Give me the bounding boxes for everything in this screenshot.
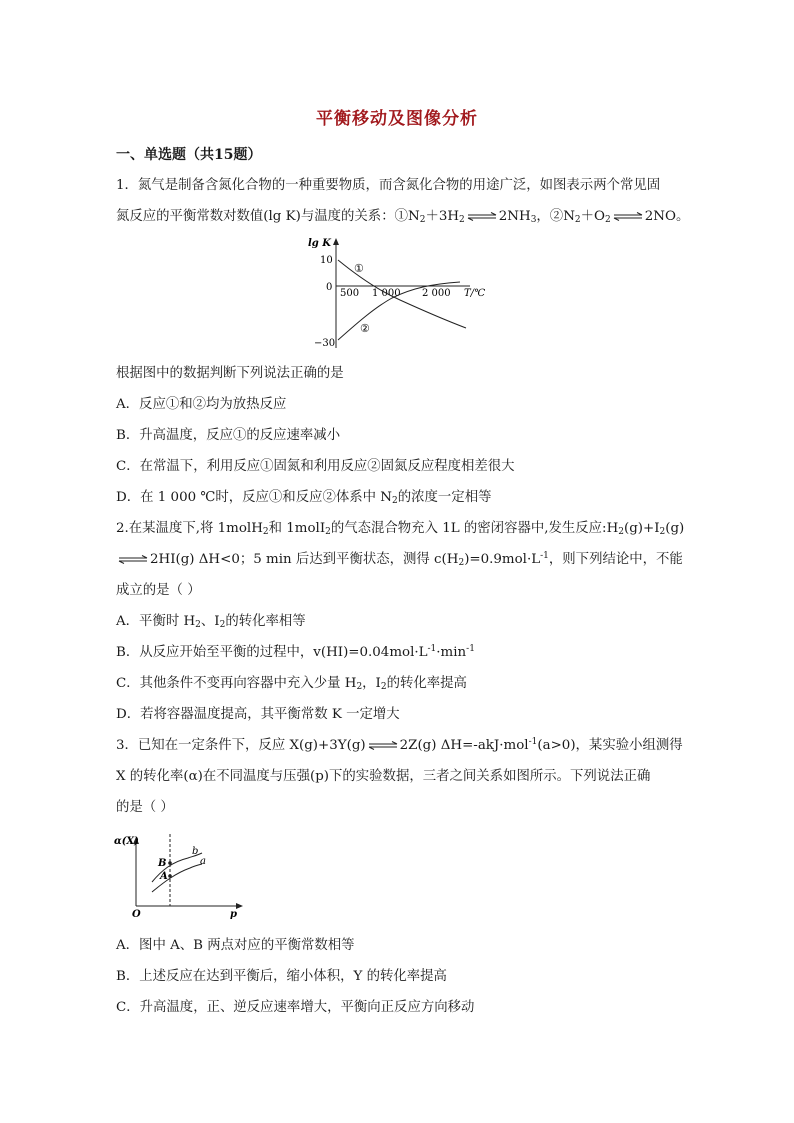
q3-figure-conversion-vs-pressure	[114, 828, 254, 922]
y-tick-label: −30	[314, 338, 336, 349]
q1-option-a[interactable]: A．反应①和②均为放热反应	[116, 397, 287, 412]
point-b-marker	[168, 861, 172, 865]
y-tick-label: 0	[326, 282, 333, 293]
q2-option-c[interactable]: C．其他条件不变再向容器中充入少量 $H_2$，$I_2$的转化率提高	[116, 676, 467, 692]
point-a-marker	[168, 874, 172, 878]
x-axis-label: p	[230, 909, 237, 920]
x-tick-label: 500	[340, 288, 360, 299]
q3-line-2: X 的转化率(α)在不同温度与压强(p)下的实验数据，三者之间关系如图所示。下列说法正确	[116, 769, 651, 784]
q1-option-b[interactable]: B．升高温度，反应①的反应速率减小	[116, 428, 341, 443]
q2-line-1: 2.在某温度下,将 1molH$_2$和 1molI$_2$的气态混合物充入 1L 的密闭容器中,发生反应$:H_2(g)+I_2(g)$	[116, 521, 685, 537]
x-tick-label: 2 000	[422, 288, 451, 299]
y-tick-label: 10	[320, 255, 333, 266]
q2-line-2: 2HI(g) ΔH<0；5 min 后达到平衡状态，测得 $c(H_2)=0.9mol\cdot L^{-1}$，则下列结论中，不能	[116, 550, 683, 570]
origin-label: O	[132, 909, 141, 920]
q2-option-d[interactable]: D．若将容器温度提高，其平衡常数 K 一定增大	[116, 707, 400, 722]
x-axis-label: T/℃	[464, 288, 486, 299]
q3-option-a[interactable]: A．图中 A、B 两点对应的平衡常数相等	[116, 938, 355, 953]
equilibrium-arrow-icon	[613, 212, 643, 221]
q1-line-2: 氮反应的平衡常数对数值(lg K)与温度的关系：$①N_2+3H_2$ $2NH_3$，$②N_2+O_2$ 2NO。	[116, 209, 690, 225]
section-heading: 一、单选题（共15题）	[116, 147, 262, 163]
y-axis-label: α(X)	[114, 836, 139, 847]
y-axis-label: lg K	[308, 238, 331, 249]
curve-b-label: b	[192, 846, 199, 857]
q3-option-c[interactable]: C．升高温度，正、逆反应速率增大，平衡向正反应方向移动	[116, 1000, 475, 1015]
q2-option-a[interactable]: A．平衡时 $H_2$、$I_2$的转化率相等	[116, 614, 306, 630]
q3-line-1: 3．已知在一定条件下，反应 X(g)+3Y(g) 2Z(g) ΔH=-akJ·mol$^{-1}$(a>0)，某实验小组测得	[116, 737, 683, 753]
q2-option-b[interactable]: B．从反应开始至平衡的过程中，$v(HI)=0.04mol\cdot L^{-1}\cdot\min^{-1}$	[116, 644, 475, 660]
equilibrium-arrow-icon	[368, 741, 398, 750]
q1-stem: 根据图中的数据判断下列说法正确的是	[116, 366, 344, 381]
q1-line-1: 1．氮气是制备含氮化合物的一种重要物质，而含氮化合物的用途广泛，如图表示两个常见固	[116, 178, 661, 193]
q1-figure-lgk-vs-temperature	[300, 236, 500, 354]
point-b-label: B	[158, 858, 167, 869]
equilibrium-arrow-icon	[118, 555, 148, 564]
q1-option-d[interactable]: D．在 1 000 ℃时，反应①和反应②体系中 $N_2$的浓度一定相等	[116, 490, 492, 506]
x-tick-label: 1 000	[372, 288, 401, 299]
q1-option-c[interactable]: C．在常温下，利用反应①固氮和利用反应②固氮反应程度相差很大	[116, 459, 515, 474]
q2-line-3: 成立的是（ ）	[116, 583, 201, 598]
equilibrium-arrow-icon	[467, 212, 497, 221]
point-a-label: A	[160, 871, 168, 882]
curve-a-label: a	[200, 856, 206, 867]
curve-1-label: ①	[354, 262, 364, 275]
q3-line-3: 的是（ ）	[116, 800, 174, 815]
page-title: 平衡移动及图像分析	[316, 109, 478, 129]
q3-option-b[interactable]: B．上述反应在达到平衡后，缩小体积，Y 的转化率提高	[116, 969, 447, 984]
curve-2-label: ②	[360, 322, 370, 335]
